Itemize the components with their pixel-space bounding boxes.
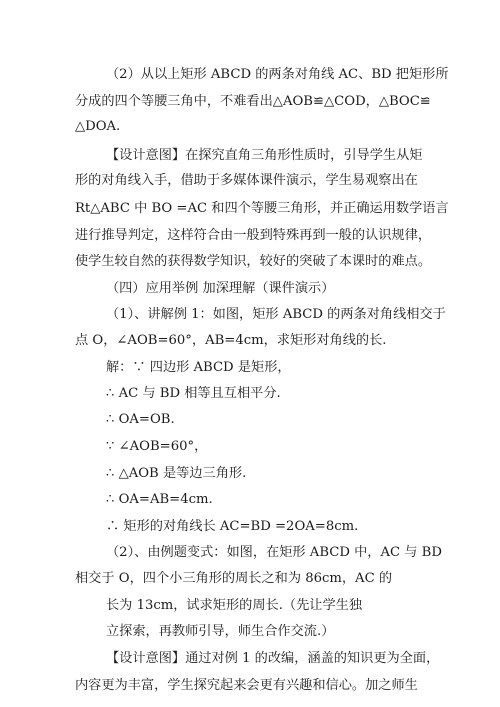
text-line: Rt△ABC 中 BO =AC 和四个等腰三角形，并正确运用数学语言 bbox=[75, 201, 449, 216]
text-line: 分成的四个等腰三角中，不难看出△AOB≌△COD，△BOC≌ bbox=[75, 94, 431, 109]
text-line: 进行推导判定，这样符合由一般到特殊再到一般的认识规律， bbox=[75, 228, 432, 243]
text-line: ∴ 矩形的对角线长 AC=BD =2OA=8cm. bbox=[106, 519, 359, 534]
text-line: 立探索，再教师引导，师生合作交流.） bbox=[106, 624, 335, 639]
text-line: 解：∵ 四边形 ABCD 是矩形， bbox=[106, 360, 291, 375]
text-line: （2）从以上矩形 ABCD 的两条对角线 AC、BD 把矩形所 bbox=[106, 67, 449, 82]
text-line: （四）应用举例 加深理解（课件演示） bbox=[106, 281, 335, 296]
text-line: 【设计意图】在探究直角三角形性质时，引导学生从矩 bbox=[106, 148, 423, 163]
text-line: ∵ ∠AOB=60°， bbox=[106, 439, 208, 454]
text-line: 形的对角线入手，借助于多媒体课件演示，学生易观察出在 bbox=[75, 173, 418, 188]
text-line: ∴ AC 与 BD 相等且互相平分. bbox=[106, 386, 281, 401]
text-line: （1）、讲解例 1：如图，矩形 ABCD 的两条对角线相交于 bbox=[106, 307, 446, 322]
text-line: 使学生较自然的获得数学知识，较好的突破了本课时的难点。 bbox=[75, 254, 432, 269]
text-line: ∴ OA=OB. bbox=[106, 412, 175, 427]
text-line: 相交于 O，四个小三角形的周长之和为 86cm，AC 的 bbox=[75, 571, 393, 586]
text-line: △DOA. bbox=[75, 119, 121, 134]
text-line: 长为 13cm，试求矩形的周长.（先让学生独 bbox=[106, 598, 363, 613]
text-line: 【设计意图】通过对例 1 的改编，涵盖的知识更为全面， bbox=[106, 651, 440, 666]
text-line: ∴ △AOB 是等边三角形. bbox=[106, 466, 247, 481]
text-line: （2）、由例题变式：如图，在矩形 ABCD 中，AC 与 BD bbox=[106, 545, 442, 560]
text-line: ∴ OA=AB=4cm. bbox=[106, 492, 213, 507]
text-line: 内容更为丰富，学生探究起来会更有兴趣和信心。加之师生 bbox=[75, 678, 418, 693]
text-line: 点 O，∠AOB=60°，AB=4cm，求矩形对角线的长. bbox=[75, 333, 387, 348]
